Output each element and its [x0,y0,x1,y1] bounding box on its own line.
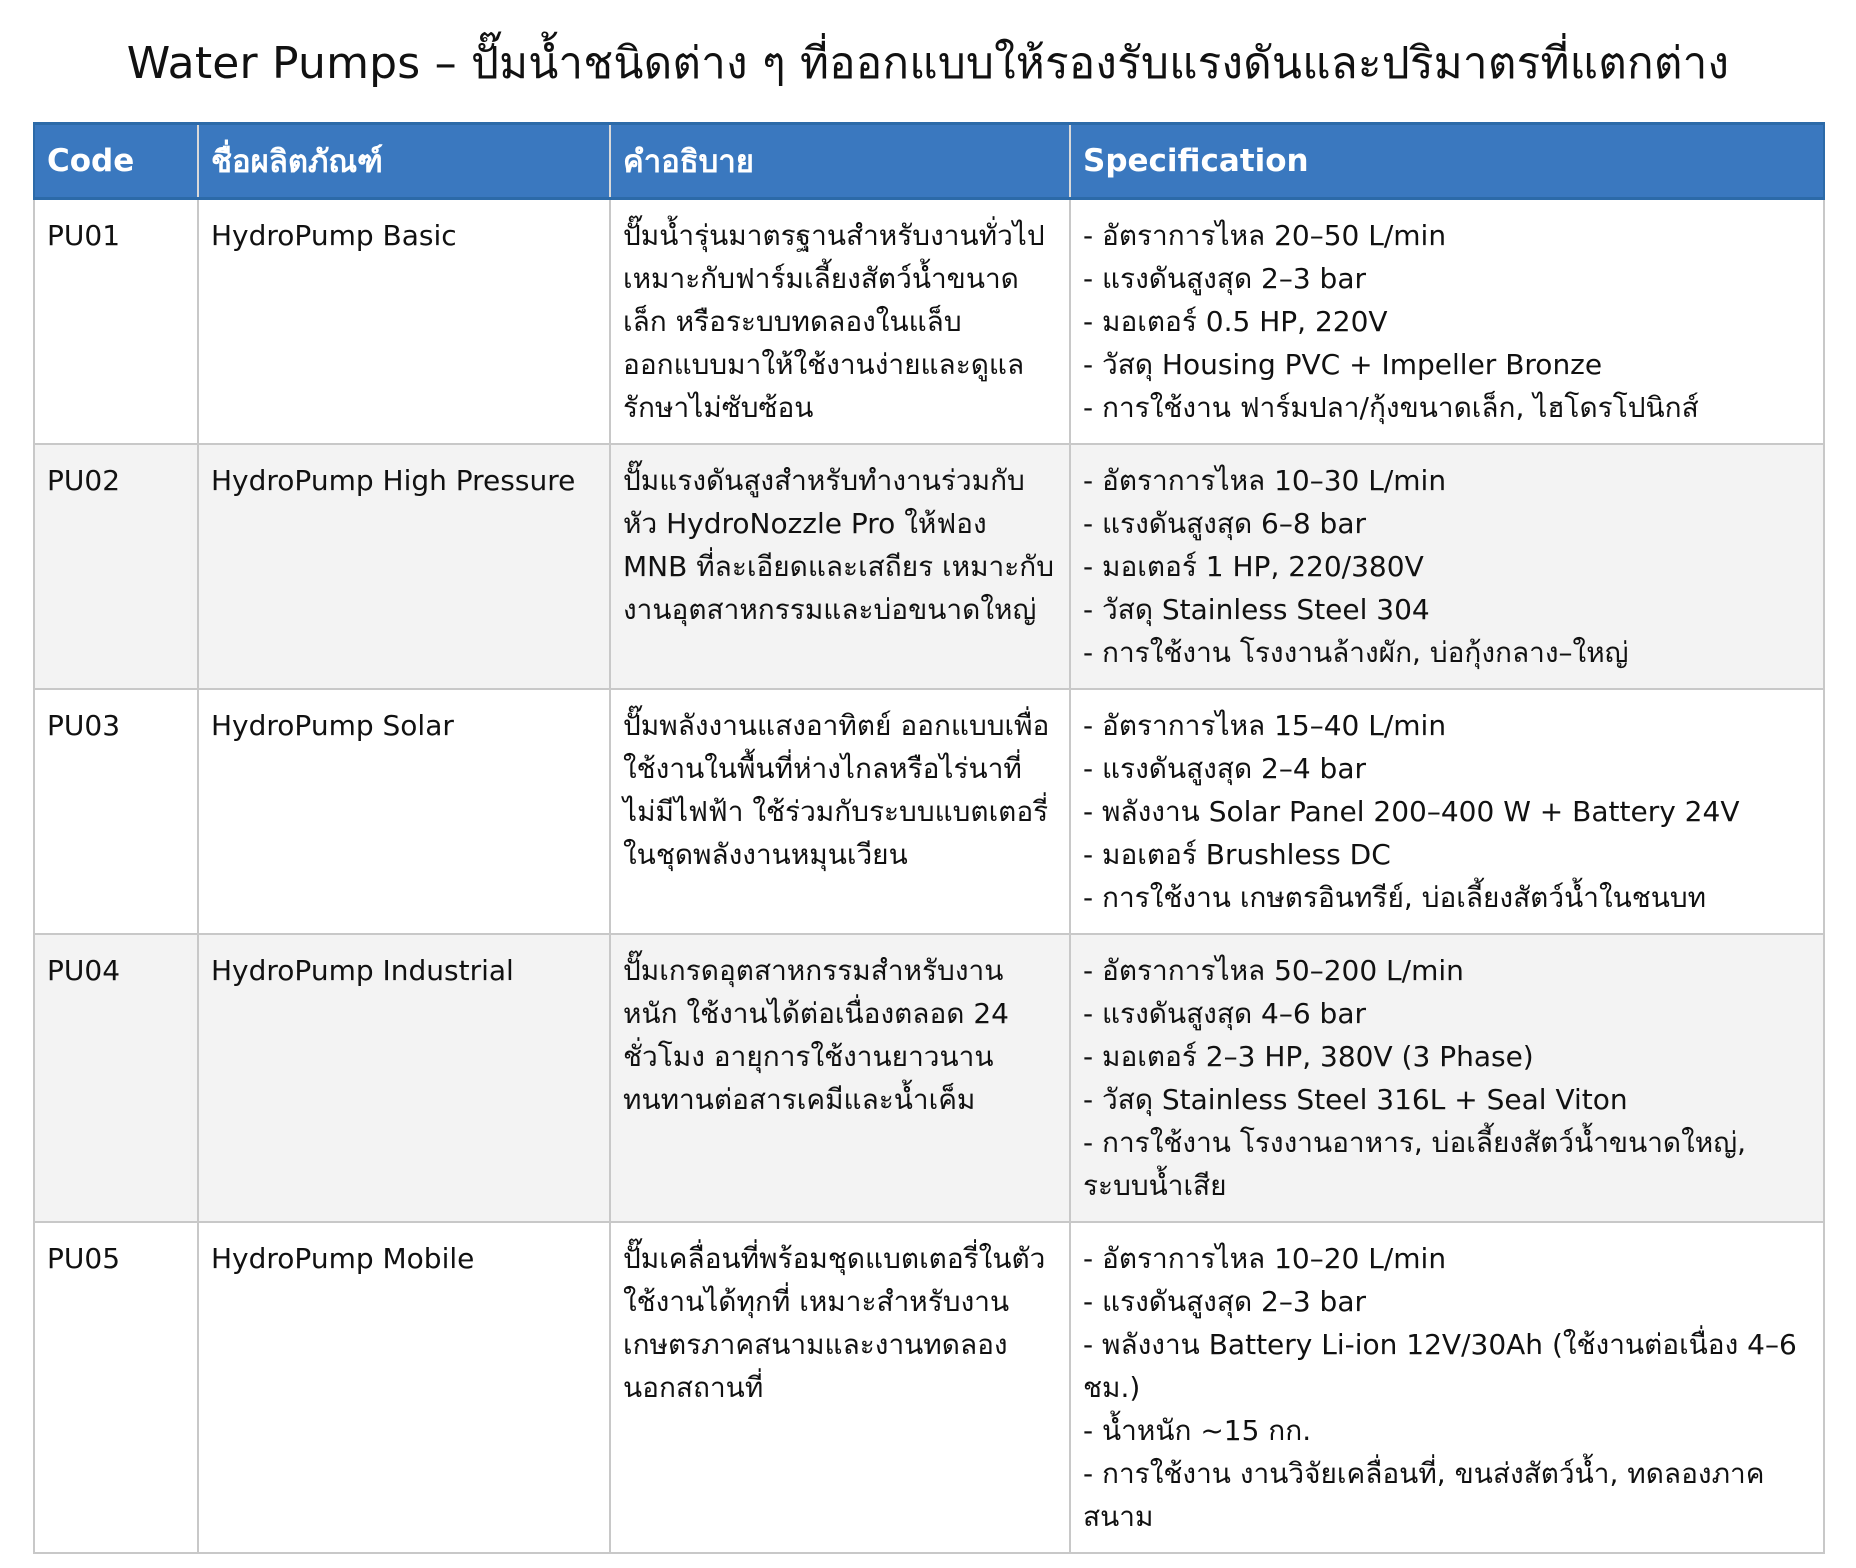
spec-line: - การใช้งาน โรงงานล้างผัก, บ่อกุ้งกลาง–ใหญ่ [1083,636,1629,669]
spec-line: - แรงดันสูงสุด 2–3 bar [1083,262,1366,295]
spec-line: - มอเตอร์ 0.5 HP, 220V [1083,305,1388,338]
table-row [34,934,1824,1222]
product-code: PU05 [34,1222,198,1553]
product-code: PU03 [34,689,198,934]
spec-line: - การใช้งาน ฟาร์มปลา/กุ้งขนาดเล็ก, ไฮโดรโปนิกส์ [1083,391,1699,424]
spec-line: - อัตราการไหล 15–40 L/min [1083,709,1447,742]
product-code: PU01 [34,199,198,445]
product-description: ปั๊มน้ำรุ่นมาตรฐานสำหรับงานทั่วไป เหมาะกับฟาร์มเลี้ยงสัตว์น้ำขนาดเล็ก หรือระบบทดลองในแล็บ ออกแบบมาให้ใช้งานง่ายและดูแลรักษาไม่ซับซ้อน [610,199,1070,445]
product-specification [1070,199,1824,445]
spec-line: - แรงดันสูงสุด 4–6 bar [1083,997,1366,1030]
product-name: HydroPump Mobile [198,1222,610,1553]
product-name: HydroPump Industrial [198,934,610,1222]
column-header-description: คำอธิบาย [610,124,1070,199]
product-code: PU04 [34,934,198,1222]
column-header-code: Code [34,124,198,199]
product-name: HydroPump High Pressure [198,444,610,689]
product-code: PU02 [34,444,198,689]
spec-line: - มอเตอร์ Brushless DC [1083,838,1391,871]
spec-line: - อัตราการไหล 10–20 L/min [1083,1242,1447,1275]
spec-line: - วัสดุ Stainless Steel 316L + Seal Viton [1083,1083,1628,1116]
product-name: HydroPump Basic [198,199,610,445]
table-row [34,199,1824,445]
column-header-specification: Specification [1070,124,1824,199]
product-specification [1070,934,1824,1222]
spec-line: - อัตราการไหล 20–50 L/min [1083,219,1447,252]
table-row [34,689,1824,934]
table-row [34,444,1824,689]
product-specification [1070,444,1824,689]
product-specification [1070,689,1824,934]
spec-line: - วัสดุ Stainless Steel 304 [1083,593,1430,626]
spec-line: - อัตราการไหล 50–200 L/min [1083,954,1464,987]
spec-line: - แรงดันสูงสุด 6–8 bar [1083,507,1366,540]
spec-line: - การใช้งาน เกษตรอินทรีย์, บ่อเลี้ยงสัตว์น้ำในชนบท [1083,881,1707,914]
product-name: HydroPump Solar [198,689,610,934]
column-header-name: ชื่อผลิตภัณฑ์ [198,124,610,199]
spec-line: - การใช้งาน งานวิจัยเคลื่อนที่, ขนส่งสัตว์น้ำ, ทดลองภาคสนาม [1083,1457,1765,1533]
table-header-row [34,124,1824,199]
spec-line: - พลังงาน Battery Li-ion 12V/30Ah (ใช้งานต่อเนื่อง 4–6 ชม.) [1083,1328,1797,1404]
spec-line: - แรงดันสูงสุด 2–3 bar [1083,1285,1366,1318]
product-description: ปั๊มเคลื่อนที่พร้อมชุดแบตเตอรี่ในตัว ใช้งานได้ทุกที่ เหมาะสำหรับงานเกษตรภาคสนามและงานทดลองนอกสถานที่ [610,1222,1070,1553]
spec-line: - มอเตอร์ 1 HP, 220/380V [1083,550,1424,583]
spec-line: - อัตราการไหล 10–30 L/min [1083,464,1447,497]
product-table [33,122,1825,1554]
spec-line: - พลังงาน Solar Panel 200–400 W + Battery 24V [1083,795,1740,828]
page-title: Water Pumps – ปั๊มน้ำชนิดต่าง ๆ ที่ออกแบบให้รองรับแรงดันและปริมาตรที่แตกต่าง [126,38,1730,89]
spec-line: - การใช้งาน โรงงานอาหาร, บ่อเลี้ยงสัตว์น้ำขนาดใหญ่, ระบบน้ำเสีย [1083,1126,1747,1202]
spec-line: - วัสดุ Housing PVC + Impeller Bronze [1083,348,1603,381]
product-description: ปั๊มแรงดันสูงสำหรับทำงานร่วมกับหัว HydroNozzle Pro ให้ฟอง MNB ที่ละเอียดและเสถียร เหมาะกับงานอุตสาหกรรมและบ่อขนาดใหญ่ [610,444,1070,689]
spec-line: - มอเตอร์ 2–3 HP, 380V (3 Phase) [1083,1040,1534,1073]
spec-line: - น้ำหนัก ~15 กก. [1083,1414,1312,1447]
product-description: ปั๊มพลังงานแสงอาทิตย์ ออกแบบเพื่อใช้งานในพื้นที่ห่างไกลหรือไร่นาที่ไม่มีไฟฟ้า ใช้ร่วมกับระบบแบตเตอรี่ในชุดพลังงานหมุนเวียน [610,689,1070,934]
spec-line: - แรงดันสูงสุด 2–4 bar [1083,752,1366,785]
table-row [34,1222,1824,1553]
product-description: ปั๊มเกรดอุตสาหกรรมสำหรับงานหนัก ใช้งานได้ต่อเนื่องตลอด 24 ชั่วโมง อายุการใช้งานยาวนาน ทนทานต่อสารเคมีและน้ำเค็ม [610,934,1070,1222]
product-specification [1070,1222,1824,1553]
